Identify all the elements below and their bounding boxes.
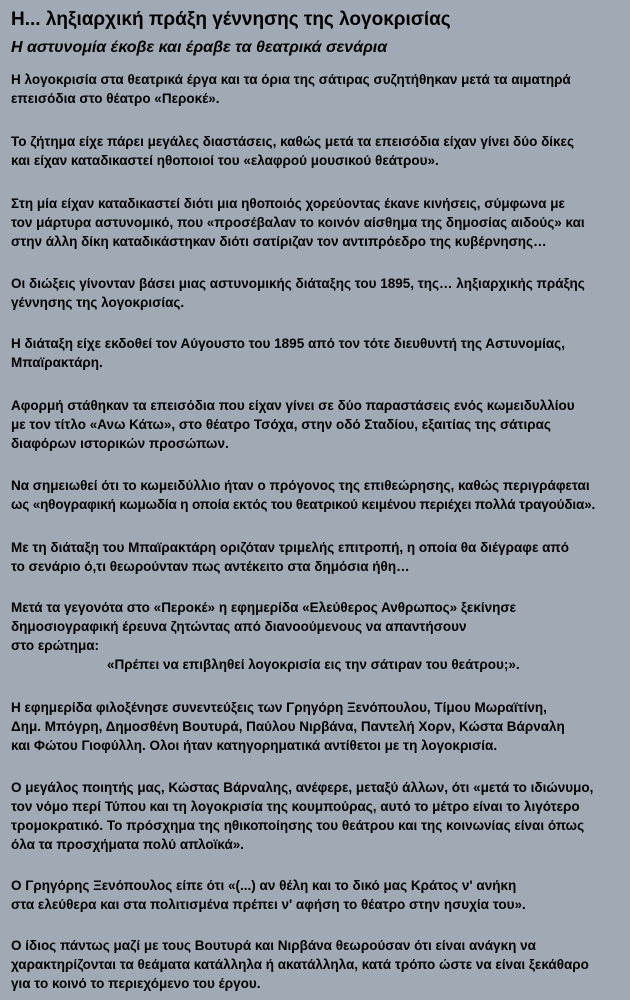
paragraph-11 [11, 778, 625, 854]
paragraph-line: με τον τίτλο «Ανω Κάτω», στο θέατρο Τσόχα, στην οδό Σταδίου, εξαιτίας της σάτιρας [11, 417, 551, 432]
paragraph-line: Το ζήτημα είχε πάρει μεγάλες διαστάσεις, καθώς μετά τα επεισόδια είχαν γίνει δύο δίκες [11, 134, 574, 149]
paragraph-9 [11, 598, 625, 674]
quoted-question: «Πρέπει να επιβληθεί λογοκρισία εις την σάτιραν του θεάτρου;». [107, 657, 520, 672]
paragraph-1 [11, 70, 625, 108]
paragraph-line: στα ελεύθερα και στα πολιτισμένα πρέπει ν' αφήση το θέατρο στην ησυχία του». [11, 897, 526, 912]
paragraph-line: τον νόμο περί Τύπου και τη λογοκρισία της κουμπούρας, αυτό το μέτρο είναι το λιγότερο [11, 799, 580, 814]
paragraph-line: Ο μεγάλος ποιητής μας, Κώστας Βάρναλης, ανέφερε, μεταξύ άλλων, ότι «μετά το ιδιώνυμο, [11, 780, 594, 795]
paragraph-line: Δημ. Μπόγρη, Δημοσθένη Βουτυρά, Παύλου Νιρβάνα, Παντελή Χορν, Κώστα Βάρναλη [11, 719, 565, 734]
paragraph-line: Στη μία είχαν καταδικαστεί διότι μια ηθοποιός χορεύοντας έκανε κινήσεις, σύμφωνα με [11, 196, 565, 211]
paragraph-8 [11, 538, 625, 576]
paragraph-3 [11, 194, 625, 251]
paragraph-line: Με τη διάταξη του Μπαϊρακτάρη οριζόταν τριμελής επιτροπή, η οποία θα διέγραφε από [11, 540, 569, 555]
paragraph-line: ως «ηθογραφική κωμωδία η οποία εκτός του θεατρικού κειμένου περιέχει πολλά τραγούδια». [11, 497, 596, 512]
paragraph-line: δημοσιογραφική έρευνα ζητώντας από διανοούμενους να απαντήσουν [11, 619, 467, 634]
paragraph-5 [11, 334, 625, 372]
paragraph-line: στην άλλη δίκη καταδικάστηκαν διότι σατίριζαν τον αντιπρόεδρο της κυβέρνησης… [11, 234, 547, 249]
paragraph-line: στο ερώτημα: [11, 638, 99, 653]
paragraph-line: Ο ίδιος πάντως μαζί με τους Βουτυρά και Νιρβάνα θεωρούσαν ότι είναι ανάγκη να [11, 938, 536, 953]
paragraph-line: Αφορμή στάθηκαν τα επεισόδια που είχαν γίνει σε δύο παραστάσεις ενός κωμειδυλλίου [11, 398, 575, 413]
paragraph-line: όλα τα προσχήματα πολύ απλοϊκά». [11, 837, 245, 852]
paragraph-13 [11, 936, 625, 993]
paragraph-2 [11, 132, 625, 170]
paragraph-7 [11, 476, 625, 514]
paragraph-line: Οι διώξεις γίνονταν βάσει μιας αστυνομικής διάταξης του 1895, της… ληξιαρχικής πράξης [11, 276, 585, 291]
paragraph-line: Η λογοκρισία στα θεατρικά έργα και τα όρια της σάτιρας συζητήθηκαν μετά τα αιματηρά [11, 72, 571, 87]
paragraph-line: γέννησης της λογοκρισίας. [11, 295, 185, 310]
article-title: Η... ληξιαρχική πράξη γέννησης της λογοκρισίας [11, 9, 451, 30]
paragraph-line: το σενάριο ό,τι θεωρούνταν πως αντέκειτο στα δημόσια ήθη… [11, 559, 410, 574]
paragraph-line: και Φώτου Γιοφύλλη. Ολοι ήταν κατηγορηματικά αντίθετοι με τη λογοκρισία. [11, 738, 498, 753]
paragraph-4 [11, 274, 625, 312]
paragraph-line: Μετά τα γεγονότα στο «Περοκέ» η εφημερίδα «Ελεύθερος Ανθρωπος» ξεκίνησε [11, 600, 517, 615]
paragraph-line: Η διάταξη είχε εκδοθεί τον Αύγουστο του 1895 από τον τότε διευθυντή της Αστυνομίας, [11, 336, 565, 351]
paragraph-line: χαρακτηρίζονται τα θεάματα κατάλληλα ή ακατάλληλα, κατά τρόπο ώστε να είναι ξεκάθαρο [11, 957, 589, 972]
paragraph-line: για το κοινό το περιεχόμενο του έργου. [11, 976, 261, 991]
paragraph-line: Να σημειωθεί ότι το κωμειδύλλιο ήταν ο πρόγονος της επιθεώρησης, καθώς περιγράφεται [11, 478, 590, 493]
paragraph-line: Η εφημερίδα φιλοξένησε συνεντεύξεις των Γρηγόρη Ξενόπουλου, Τίμου Μωραϊτίνη, [11, 700, 547, 715]
paragraph-line: Ο Γρηγόρης Ξενόπουλος είπε ότι «(...) αν θέλη και το δικό μας Κράτος ν' ανήκη [11, 878, 517, 893]
paragraph-10 [11, 698, 625, 755]
paragraph-line: τρομοκρατικό. Το πρόσχημα της ηθικοποίησης του θεάτρου και της κοινωνίας είναι όπως [11, 818, 585, 833]
paragraph-line: Μπαϊρακτάρη. [11, 355, 103, 370]
paragraph-line: διαφόρων ιστορικών προσώπων. [11, 436, 229, 451]
paragraph-line: επεισόδια στο θέατρο «Περοκέ». [11, 91, 220, 106]
paragraph-line: τον μάρτυρα αστυνομικό, που «προσέβαλαν το κοινόν αίσθημα της δημοσίας αιδούς» και [11, 215, 585, 230]
paragraph-12 [11, 876, 625, 914]
paragraph-line: και είχαν καταδικαστεί ηθοποιοί του «ελαφρού μουσικού θεάτρου». [11, 153, 439, 168]
article-subtitle: Η αστυνομία έκοβε και έραβε τα θεατρικά σενάρια [11, 39, 388, 56]
paragraph-6 [11, 396, 625, 453]
